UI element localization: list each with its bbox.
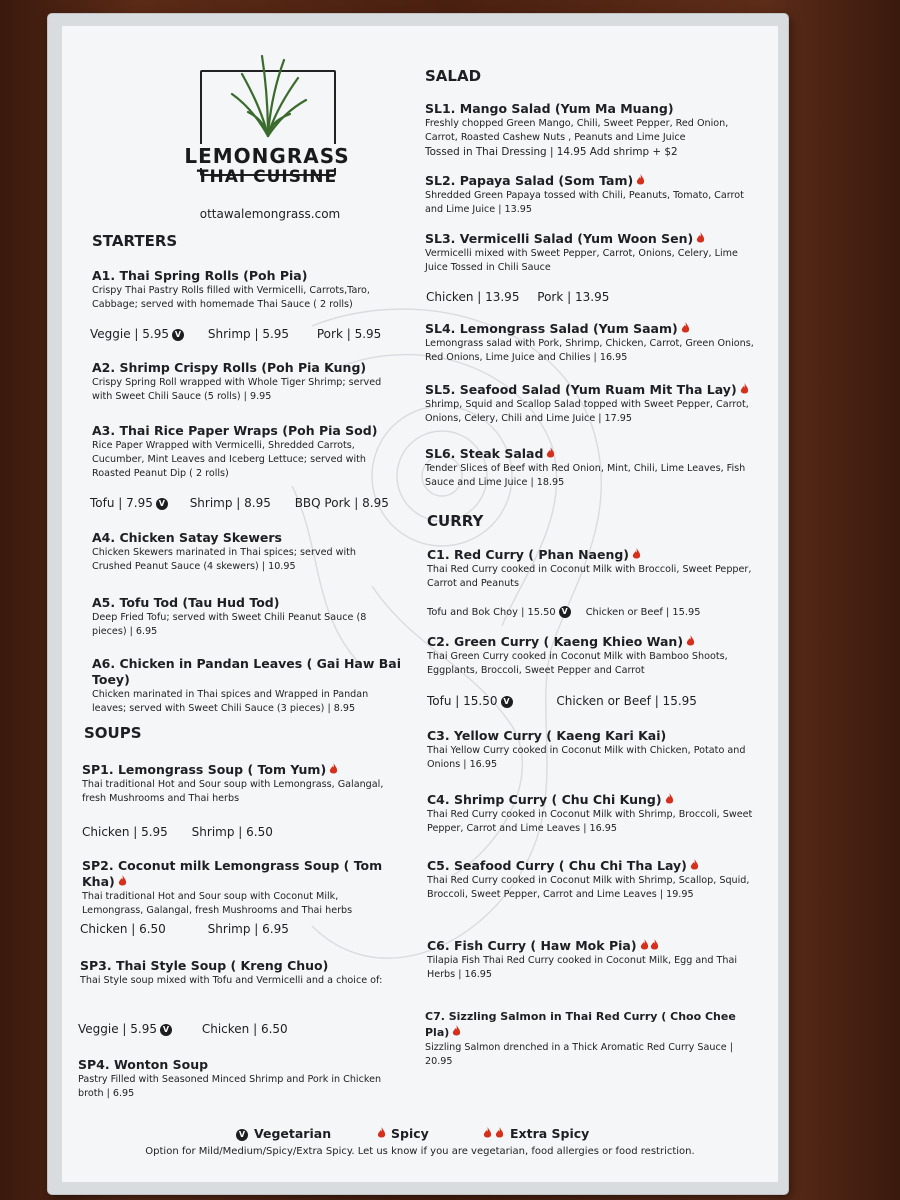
- item-title: C3. Yellow Curry ( Kaeng Kari Kai): [427, 728, 667, 743]
- item-desc: Thai Red Curry cooked in Coconut Milk with Shrimp, Scallop, Squid, Broccoli, Sweet Pepper, Carrot and Lime Leaves | 19.95: [427, 875, 750, 900]
- chili-icon: [640, 939, 649, 951]
- item-title: SL6. Steak Salad: [425, 446, 755, 462]
- price-chicken: Chicken | 13.95: [426, 290, 520, 304]
- item-desc: Thai traditional Hot and Sour soup with Coconut Milk, Lemongrass, Galangal, fresh Mushrooms and Thai herbs: [82, 891, 353, 916]
- item-title: SL4. Lemongrass Salad (Yum Saam): [425, 321, 755, 337]
- price-veggie: Veggie | 5.95: [78, 1022, 158, 1036]
- item-desc: Crispy Thai Pastry Rolls filled with Vermicelli, Carrots,Taro, Cabbage; served with homemade Thai Sauce ( 2 rolls): [92, 285, 370, 310]
- item-title: A5. Tofu Tod (Tau Hud Tod): [92, 595, 280, 610]
- item-title: A2. Shrimp Crispy Rolls (Poh Pia Kung): [92, 360, 367, 375]
- item-desc: Thai Red Curry cooked in Coconut Milk with Shrimp, Broccoli, Sweet Pepper, Carrot and Lime Leaves | 16.95: [427, 809, 753, 834]
- item-desc: Thai Yellow Curry cooked in Coconut Milk with Chicken, Potato and Onions | 16.95: [427, 745, 746, 770]
- item-desc: Chicken Skewers marinated in Thai spices; served with Crushed Peanut Sauce (4 skewers) | 10.95: [92, 547, 356, 572]
- item-title: A6. Chicken in Pandan Leaves ( Gai Haw Bai Toey): [92, 656, 402, 687]
- item-desc-price: Tossed in Thai Dressing | 14.95 Add shrimp + $2: [425, 146, 678, 158]
- price-shrimp: Shrimp | 6.95: [207, 922, 289, 936]
- menu-item-sl3: [425, 231, 755, 275]
- vegetarian-icon: V: [160, 1024, 172, 1036]
- dietary-note: Option for Mild/Medium/Spicy/Extra Spicy. Let us know if you are vegetarian, food allergies or food restriction.: [145, 1146, 695, 1157]
- item-desc: Vermicelli mixed with Sweet Pepper, Carrot, Onions, Celery, Lime Juice Tossed in Chili Sauce: [425, 248, 738, 273]
- price-row-sp3: [78, 1022, 288, 1036]
- item-title: SP4. Wonton Soup: [78, 1057, 209, 1072]
- chili-icon: [686, 635, 695, 647]
- vegetarian-icon: V: [501, 696, 513, 708]
- price-veggie: Veggie | 5.95: [90, 327, 170, 341]
- curry-heading: CURRY: [427, 512, 484, 530]
- price-chicken: Chicken | 6.50: [201, 1022, 288, 1036]
- brand-subtitle: THAI CUISINE: [196, 167, 338, 187]
- item-title: A1. Thai Spring Rolls (Poh Pia): [92, 268, 308, 283]
- item-title: C7. Sizzling Salmon in Thai Red Curry ( Choo Chee Pla): [425, 1010, 736, 1039]
- price-row-sp2: [80, 922, 289, 936]
- item-title: C2. Green Curry ( Kaeng Khieo Wan): [427, 634, 755, 650]
- price-row-c2: [427, 694, 697, 708]
- menu-item-sp1: [82, 762, 402, 806]
- item-desc: Lemongrass salad with Pork, Shrimp, Chicken, Carrot, Green Onions, Red Onions, Lime Juice and Chilies | 16.95: [425, 338, 754, 363]
- menu-item-c2: [427, 634, 755, 678]
- menu-item-c5: [427, 858, 755, 902]
- menu-item-sl6: [425, 446, 755, 490]
- item-desc: Tender Slices of Beef with Red Onion, Mint, Chili, Lime Leaves, Fish Sauce and Lime Juice | 18.95: [425, 463, 746, 488]
- price-row-a3: [90, 496, 389, 510]
- item-title: C6. Fish Curry ( Haw Mok Pia): [427, 938, 755, 954]
- chili-icon: [546, 447, 555, 459]
- soups-heading: SOUPS: [84, 724, 142, 742]
- price-tofu: Tofu | 15.50: [427, 694, 498, 708]
- item-desc: Thai Style soup mixed with Tofu and Vermicelli and a choice of:: [80, 975, 383, 986]
- item-desc: Shredded Green Papaya tossed with Chili, Peanuts, Tomato, Carrot and Lime Juice | 13.95: [425, 190, 744, 215]
- item-title: C1. Red Curry ( Phan Naeng): [427, 547, 755, 563]
- vegetarian-icon: V: [559, 606, 571, 618]
- menu-item-c4: [427, 792, 755, 836]
- item-title: C5. Seafood Curry ( Chu Chi Tha Lay): [427, 858, 755, 874]
- menu-item-a1: [92, 268, 392, 312]
- menu-item-a5: [92, 595, 392, 639]
- item-title: C4. Shrimp Curry ( Chu Chi Kung): [427, 792, 755, 808]
- chili-icon: [452, 1025, 461, 1037]
- price-row-sl3: [426, 290, 609, 304]
- menu-item-a4: [92, 530, 392, 574]
- lemongrass-logo-icon: [228, 52, 308, 138]
- item-title: SL2. Papaya Salad (Som Tam): [425, 173, 755, 189]
- menu-item-c6: [427, 938, 755, 982]
- menu-item-c3: [427, 728, 755, 772]
- chili-icon: [636, 174, 645, 186]
- price-row-c1: [427, 606, 700, 618]
- vegetarian-icon: V: [172, 329, 184, 341]
- menu-item-sl2: [425, 173, 755, 217]
- price-pork: Pork | 13.95: [537, 290, 610, 304]
- legend-spicy: Spicy: [374, 1126, 429, 1141]
- vegetarian-icon: V: [236, 1129, 248, 1141]
- item-desc: Thai Red Curry cooked in Coconut Milk with Broccoli, Sweet Pepper, Carrot and Peanuts: [427, 564, 752, 589]
- item-title: SL1. Mango Salad (Yum Ma Muang): [425, 101, 674, 116]
- item-title: A4. Chicken Satay Skewers: [92, 530, 282, 545]
- menu-item-sl5: [425, 382, 755, 426]
- item-desc: Freshly chopped Green Mango, Chili, Sweet Pepper, Red Onion, Carrot, Roasted Cashew Nuts , Peanuts and Lime Juice: [425, 118, 729, 143]
- salad-heading: SALAD: [425, 67, 482, 85]
- item-desc: Thai Green Curry cooked in Coconut Milk with Bamboo Shoots, Eggplants, Broccoli, Sweet Pepper and Carrot: [427, 651, 728, 676]
- item-desc: Sizzling Salmon drenched in a Thick Aromatic Red Curry Sauce | 20.95: [425, 1042, 733, 1067]
- menu-item-sp4: [78, 1057, 398, 1101]
- price-pork: Pork | 5.95: [316, 327, 382, 341]
- menu-item-sl4: [425, 321, 755, 365]
- menu-item-sp3: [80, 958, 400, 988]
- price-row-sp1: [82, 825, 273, 839]
- item-desc: Chicken marinated in Thai spices and Wrapped in Pandan leaves; served with Sweet Chili Sauce (3 pieces) | 8.95: [92, 689, 369, 714]
- chili-icon: [495, 1127, 504, 1139]
- price-bbq-pork: BBQ Pork | 8.95: [294, 496, 389, 510]
- item-title: SP3. Thai Style Soup ( Kreng Chuo): [80, 958, 329, 973]
- menu-item-a2: [92, 360, 392, 404]
- item-desc: Tilapia Fish Thai Red Curry cooked in Coconut Milk, Egg and Thai Herbs | 16.95: [427, 955, 737, 980]
- vegetarian-icon: V: [156, 498, 168, 510]
- menu-card: [62, 26, 778, 1182]
- price-row-a1: [90, 327, 381, 341]
- legend-vegetarian: V Vegetarian: [236, 1126, 331, 1141]
- price-shrimp: Shrimp | 5.95: [207, 327, 290, 341]
- menu-item-a3: [92, 423, 392, 481]
- chili-icon: [696, 232, 705, 244]
- menu-item-c1: [427, 547, 755, 591]
- price-shrimp: Shrimp | 6.50: [191, 825, 273, 839]
- item-desc: Pastry Filled with Seasoned Minced Shrimp and Pork in Chicken broth | 6.95: [78, 1074, 382, 1099]
- item-title: SL3. Vermicelli Salad (Yum Woon Sen): [425, 231, 755, 247]
- item-desc: Crispy Spring Roll wrapped with Whole Tiger Shrimp; served with Sweet Chili Sauce (5 rolls) | 9.95: [92, 377, 382, 402]
- item-title: SP1. Lemongrass Soup ( Tom Yum): [82, 762, 402, 778]
- chili-icon: [483, 1127, 492, 1139]
- menu-item-c7: [425, 1009, 761, 1069]
- price-chicken: Chicken | 6.50: [80, 922, 166, 936]
- price-tofu: Tofu | 7.95: [90, 496, 153, 510]
- item-title: A3. Thai Rice Paper Wraps (Poh Pia Sod): [92, 423, 378, 438]
- item-desc: Shrimp, Squid and Scallop Salad topped with Sweet Pepper, Carrot, Onions, Celery, Chili and Lime Juice | 17.95: [425, 399, 749, 424]
- brand-name: LEMONGRASS: [182, 144, 352, 168]
- price-chicken-beef: Chicken or Beef | 15.95: [585, 607, 701, 618]
- item-title: SP2. Coconut milk Lemongrass Soup ( Tom Kha): [82, 858, 383, 889]
- chili-icon: [665, 793, 674, 805]
- menu-item-sp2: [82, 858, 402, 918]
- menu-item-sl1: [425, 101, 755, 159]
- chili-icon: [690, 859, 699, 871]
- item-desc: Deep Fried Tofu; served with Sweet Chili Peanut Sauce (8 pieces) | 6.95: [92, 612, 367, 637]
- price-shrimp: Shrimp | 8.95: [189, 496, 271, 510]
- chili-icon: [329, 763, 338, 775]
- price-tofu-bok-choy: Tofu and Bok Choy | 15.50: [427, 607, 556, 618]
- price-chicken: Chicken | 5.95: [82, 825, 168, 839]
- chili-icon: [740, 383, 749, 395]
- chili-icon: [118, 875, 127, 887]
- chili-icon: [632, 548, 641, 560]
- chili-icon: [650, 939, 659, 951]
- chili-icon: [681, 322, 690, 334]
- legend-extra-spicy: Extra Spicy: [480, 1126, 589, 1141]
- website-link[interactable]: ottawalemongrass.com: [199, 207, 341, 221]
- menu-item-a6: [92, 656, 402, 716]
- chili-icon: [377, 1127, 386, 1139]
- price-chicken-beef: Chicken or Beef | 15.95: [556, 694, 697, 708]
- item-desc: Thai traditional Hot and Sour soup with Lemongrass, Galangal, fresh Mushrooms and Thai herbs: [82, 779, 384, 804]
- item-desc: Rice Paper Wrapped with Vermicelli, Shredded Carrots, Cucumber, Mint Leaves and Iceberg Lettuce; served with Roasted Peanut Dip ( 2 rolls): [92, 440, 367, 479]
- starters-heading: STARTERS: [92, 232, 178, 250]
- item-title: SL5. Seafood Salad (Yum Ruam Mit Tha Lay): [425, 382, 755, 398]
